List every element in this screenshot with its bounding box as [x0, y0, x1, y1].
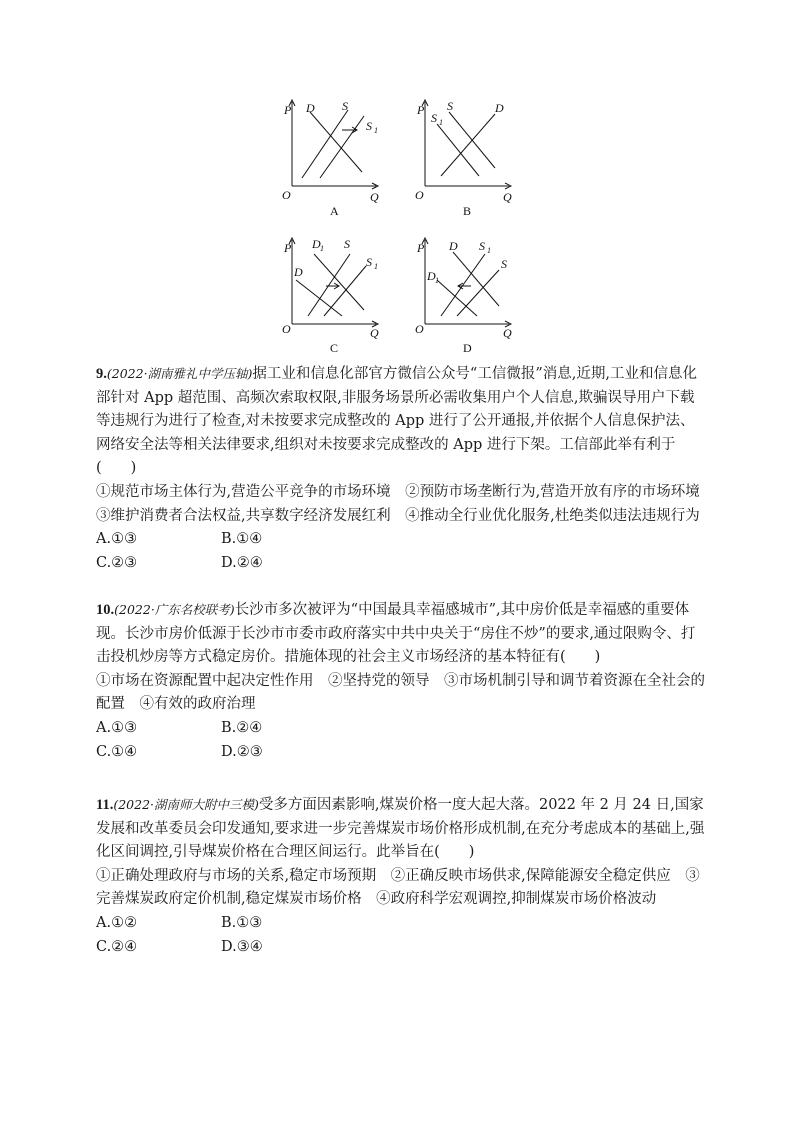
option-c[interactable]: C.②③	[96, 554, 138, 571]
d1-label: D	[427, 269, 436, 283]
question-statements: ①规范市场主体行为,营造公平竞争的市场环境 ②预防市场垄断行为,营造开放有序的市场环境 ③维护消费者合法权益,共享数字经济发展红利 ④推动全行业优化服务,杜绝类似违法违规行为	[96, 483, 715, 524]
option-d[interactable]: D.②④	[221, 554, 263, 571]
option-a[interactable]: A.①③	[96, 719, 138, 736]
question-text: 受多方面因素影响,煤炭价格一度大起大落。2022 年 2 月 24 日,国家发展和改革委员会印发通知,要求进一步完善煤炭市场价格形成机制,在充分考虑成本的基础上,强化区间调控,引导煤炭价格在合理区间运行。此举旨在( )	[96, 797, 705, 861]
question-9	[96, 362, 715, 575]
graph-caption-a: A	[330, 204, 339, 218]
question-stem	[96, 793, 706, 865]
question-source: (2022·湖南雅礼中学压轴)	[106, 366, 253, 381]
graph-caption-d: D	[463, 341, 472, 355]
graph-caption-b: B	[463, 204, 472, 218]
graph-c-svg	[282, 236, 392, 358]
s1-label: S	[366, 119, 372, 133]
question-text: 长沙市多次被评为“中国最具幸福感城市”,其中房价低是幸福感的重要体现。长沙市房价低源于长沙市市委市政府落实中共中央关于“房住不炒”的要求,通过限购令、打击投机炒房等方式稳定房价。措施体现的社会主义市场经济的基本特征有( )	[96, 602, 696, 666]
option-a[interactable]: A.①③	[96, 531, 138, 548]
options-row	[96, 741, 706, 765]
s1-sub: 1	[487, 246, 491, 255]
option-b[interactable]: B.②④	[221, 719, 263, 736]
d-label: D	[294, 265, 303, 279]
origin-label: O	[415, 322, 424, 336]
d1-sub: 1	[320, 244, 324, 253]
d-label: D	[306, 101, 315, 115]
supply-curve-s1	[437, 124, 479, 176]
option-d[interactable]: D.②③	[221, 743, 263, 760]
graph-b-svg	[415, 98, 525, 220]
origin-label: O	[282, 188, 291, 202]
question-10	[96, 598, 706, 764]
demand-curve-d	[453, 252, 499, 306]
q-label: Q	[370, 190, 379, 204]
d-label: D	[495, 101, 504, 115]
question-number: 9.	[96, 366, 107, 382]
question-stem	[96, 598, 706, 670]
supply-curve-s	[457, 270, 499, 316]
q-label: Q	[503, 190, 512, 204]
supply-curve-s1	[320, 116, 364, 178]
graph-b	[415, 98, 525, 220]
demand-curve-d	[296, 280, 342, 316]
d1-label: D	[312, 237, 321, 251]
option-a[interactable]: A.①②	[96, 914, 138, 931]
options-row	[96, 936, 706, 960]
d1-sub: 1	[435, 276, 439, 285]
option-d[interactable]: D.③④	[221, 938, 263, 955]
q-label: Q	[503, 326, 512, 340]
graph-d	[415, 236, 525, 358]
p-label: P	[417, 241, 425, 255]
p-label: P	[417, 103, 425, 117]
s1-sub: 1	[374, 262, 378, 271]
question-source: (2022·广东名校联考)	[114, 602, 235, 617]
supply-curve-s1	[324, 266, 366, 316]
graph-caption-c: C	[330, 341, 339, 355]
supply-curve-s	[308, 254, 350, 316]
question-number: 11.	[96, 797, 114, 813]
p-label: P	[284, 241, 292, 255]
question-11	[96, 793, 706, 959]
s-label: S	[342, 99, 348, 113]
d-label: D	[449, 239, 458, 253]
options-row	[96, 528, 706, 552]
options-row	[96, 912, 706, 936]
question-number: 10.	[96, 602, 115, 618]
origin-label: O	[415, 188, 424, 202]
question-stem	[96, 362, 706, 481]
option-c[interactable]: C.②④	[96, 938, 138, 955]
option-b[interactable]: B.①④	[221, 531, 263, 548]
s1-label: S	[366, 255, 372, 269]
s1-sub: 1	[439, 118, 443, 127]
option-c[interactable]: C.①④	[96, 743, 138, 760]
question-statements: ①正确处理政府与市场的关系,稳定市场预期 ②正确反映市场供求,保障能源安全稳定供应 ③完善煤炭政府定价机制,稳定煤炭市场价格 ④政府科学宏观调控,抑制煤炭市场价格波动	[96, 867, 700, 908]
question-statements: ①市场在资源配置中起决定性作用 ②坚持党的领导 ③市场机制引导和调节着资源在全社会的配置 ④有效的政府治理	[96, 672, 705, 713]
demand-curve-d1	[437, 280, 477, 316]
graph-d-svg	[415, 236, 525, 358]
option-b[interactable]: B.①③	[221, 914, 263, 931]
s-label: S	[501, 257, 507, 271]
demand-curve-d	[310, 112, 362, 172]
demand-curve-d	[441, 114, 495, 176]
question-text: 据工业和信息化部官方微信公众号“工信微报”消息,近期,工业和信息化部针对 App 超范围、高频次索取权限,非服务场景所必需收集用户个人信息,欺骗误导用户下载等违规行为进行了检查,对未按要求完成整改的 App 进行了公开通报,并依据个人信息保护法、网络安全法等相关法律要求,组织对未按要求完成整改的 App 进行下架。工信部此举有利于( )	[96, 366, 697, 477]
graph-c	[282, 236, 392, 358]
s1-sub: 1	[374, 126, 378, 135]
supply-curve-s	[302, 110, 348, 178]
q-label: Q	[370, 326, 379, 340]
origin-label: O	[282, 322, 291, 336]
options-row	[96, 717, 706, 741]
question-source: (2022·湖南师大附中三模)	[113, 797, 259, 812]
options-row	[96, 552, 706, 576]
s1-label: S	[431, 111, 437, 125]
graph-a-svg	[282, 98, 392, 220]
s1-label: S	[479, 239, 485, 253]
s-label: S	[447, 99, 453, 113]
p-label: P	[284, 103, 292, 117]
demand-curve-d1	[314, 254, 364, 310]
s-label: S	[344, 237, 350, 251]
graph-a	[282, 98, 392, 220]
